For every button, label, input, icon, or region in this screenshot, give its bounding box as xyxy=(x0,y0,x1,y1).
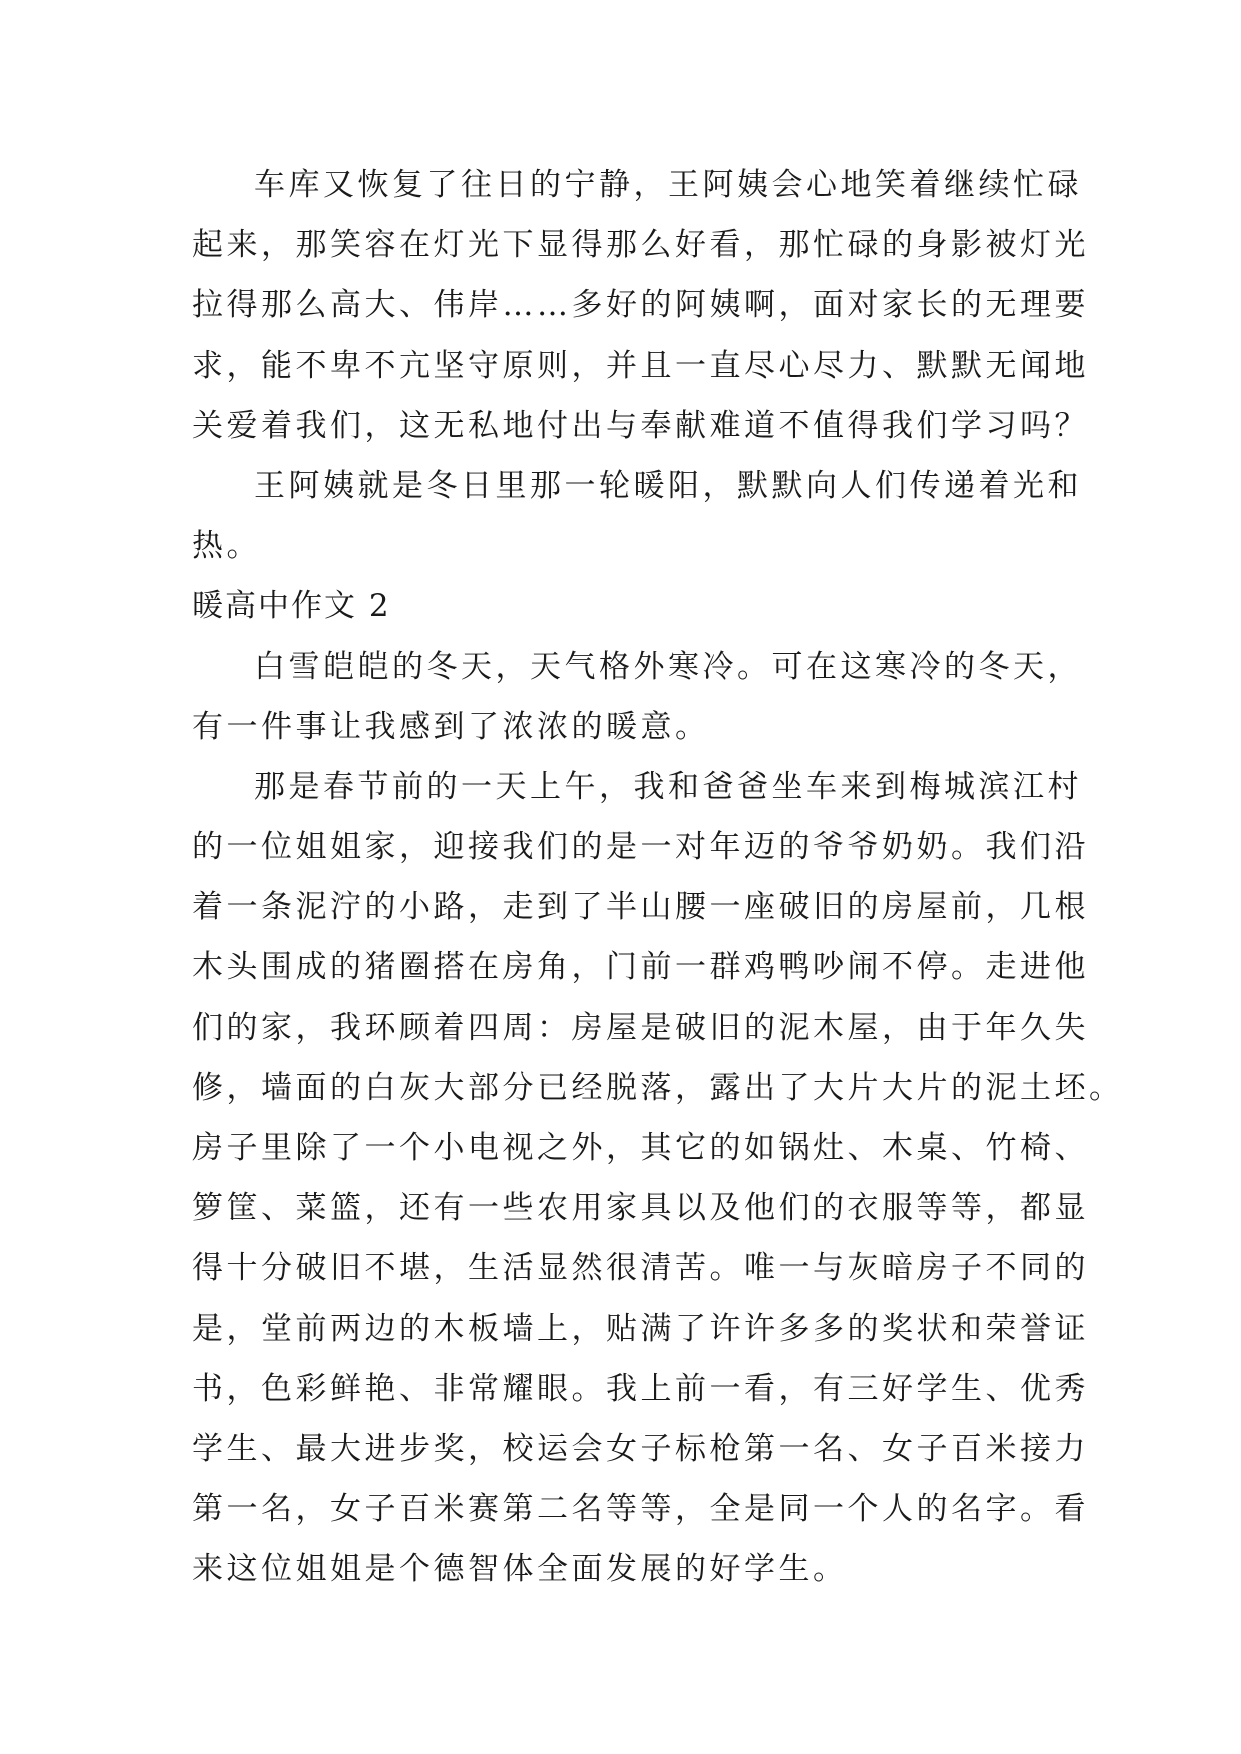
text-line: 是，堂前两边的木板墙上，贴满了许许多多的奖状和荣誉证 xyxy=(192,1310,1089,1347)
text-line: 车库又恢复了往日的宁静，王阿姨会心地笑着继续忙碌 xyxy=(254,167,1082,203)
text-line: 修，墙面的白灰大部分已经脱落，露出了大片大片的泥土坯。 xyxy=(192,1069,1124,1106)
text-line: 箩筐、菜篮，还有一些农用家具以及他们的衣服等等，都显 xyxy=(192,1190,1089,1227)
text-line: 书，色彩鲜艳、非常耀眼。我上前一看，有三好学生、优秀 xyxy=(192,1370,1089,1407)
text-line: 求，能不卑不亢坚守原则，并且一直尽心尽力、默默无闻地 xyxy=(192,347,1089,384)
text-line: 得十分破旧不堪，生活显然很清苦。唯一与灰暗房子不同的 xyxy=(192,1250,1089,1287)
text-line: 房子里除了一个小电视之外，其它的如锅灶、木桌、竹椅、 xyxy=(192,1130,1089,1166)
text-line: 们的家，我环顾着四周：房屋是破旧的泥木屋，由于年久失 xyxy=(192,1009,1089,1046)
text-line: 拉得那么高大、伟岸……多好的阿姨啊，面对家长的无理要 xyxy=(192,287,1089,324)
text-line: 那是春节前的一天上午，我和爸爸坐车来到梅城滨江村 xyxy=(254,768,1082,805)
document-body xyxy=(192,155,1124,1600)
text-line: 白雪皑皑的冬天，天气格外寒冷。可在这寒冷的冬天， xyxy=(254,648,1082,685)
text-line: 学生、最大进步奖，校运会女子标枪第一名、女子百米接力 xyxy=(192,1430,1089,1467)
text-line: 王阿姨就是冬日里那一轮暖阳，默默向人们传递着光和 xyxy=(254,467,1082,504)
section-heading: 暖高中作文 2 xyxy=(192,588,391,625)
text-line: 第一名，女子百米赛第二名等等，全是同一个人的名字。看 xyxy=(192,1491,1089,1528)
text-line: 关爱着我们，这无私地付出与奉献难道不值得我们学习吗？ xyxy=(192,407,1089,444)
text-line: 有一件事让我感到了浓浓的暖意。 xyxy=(192,708,710,745)
text-line: 木头围成的猪圈搭在房角，门前一群鸡鸭吵闹不停。走进他 xyxy=(192,949,1089,986)
text-line: 来这位姐姐是个德智体全面发展的好学生。 xyxy=(192,1551,848,1588)
text-line: 起来，那笑容在灯光下显得那么好看，那忙碌的身影被灯光 xyxy=(192,227,1089,264)
text-line: 热。 xyxy=(192,528,261,565)
text-line: 的一位姐姐家，迎接我们的是一对年迈的爷爷奶奶。我们沿 xyxy=(192,829,1089,866)
text-line: 着一条泥泞的小路，走到了半山腰一座破旧的房屋前，几根 xyxy=(192,889,1089,926)
